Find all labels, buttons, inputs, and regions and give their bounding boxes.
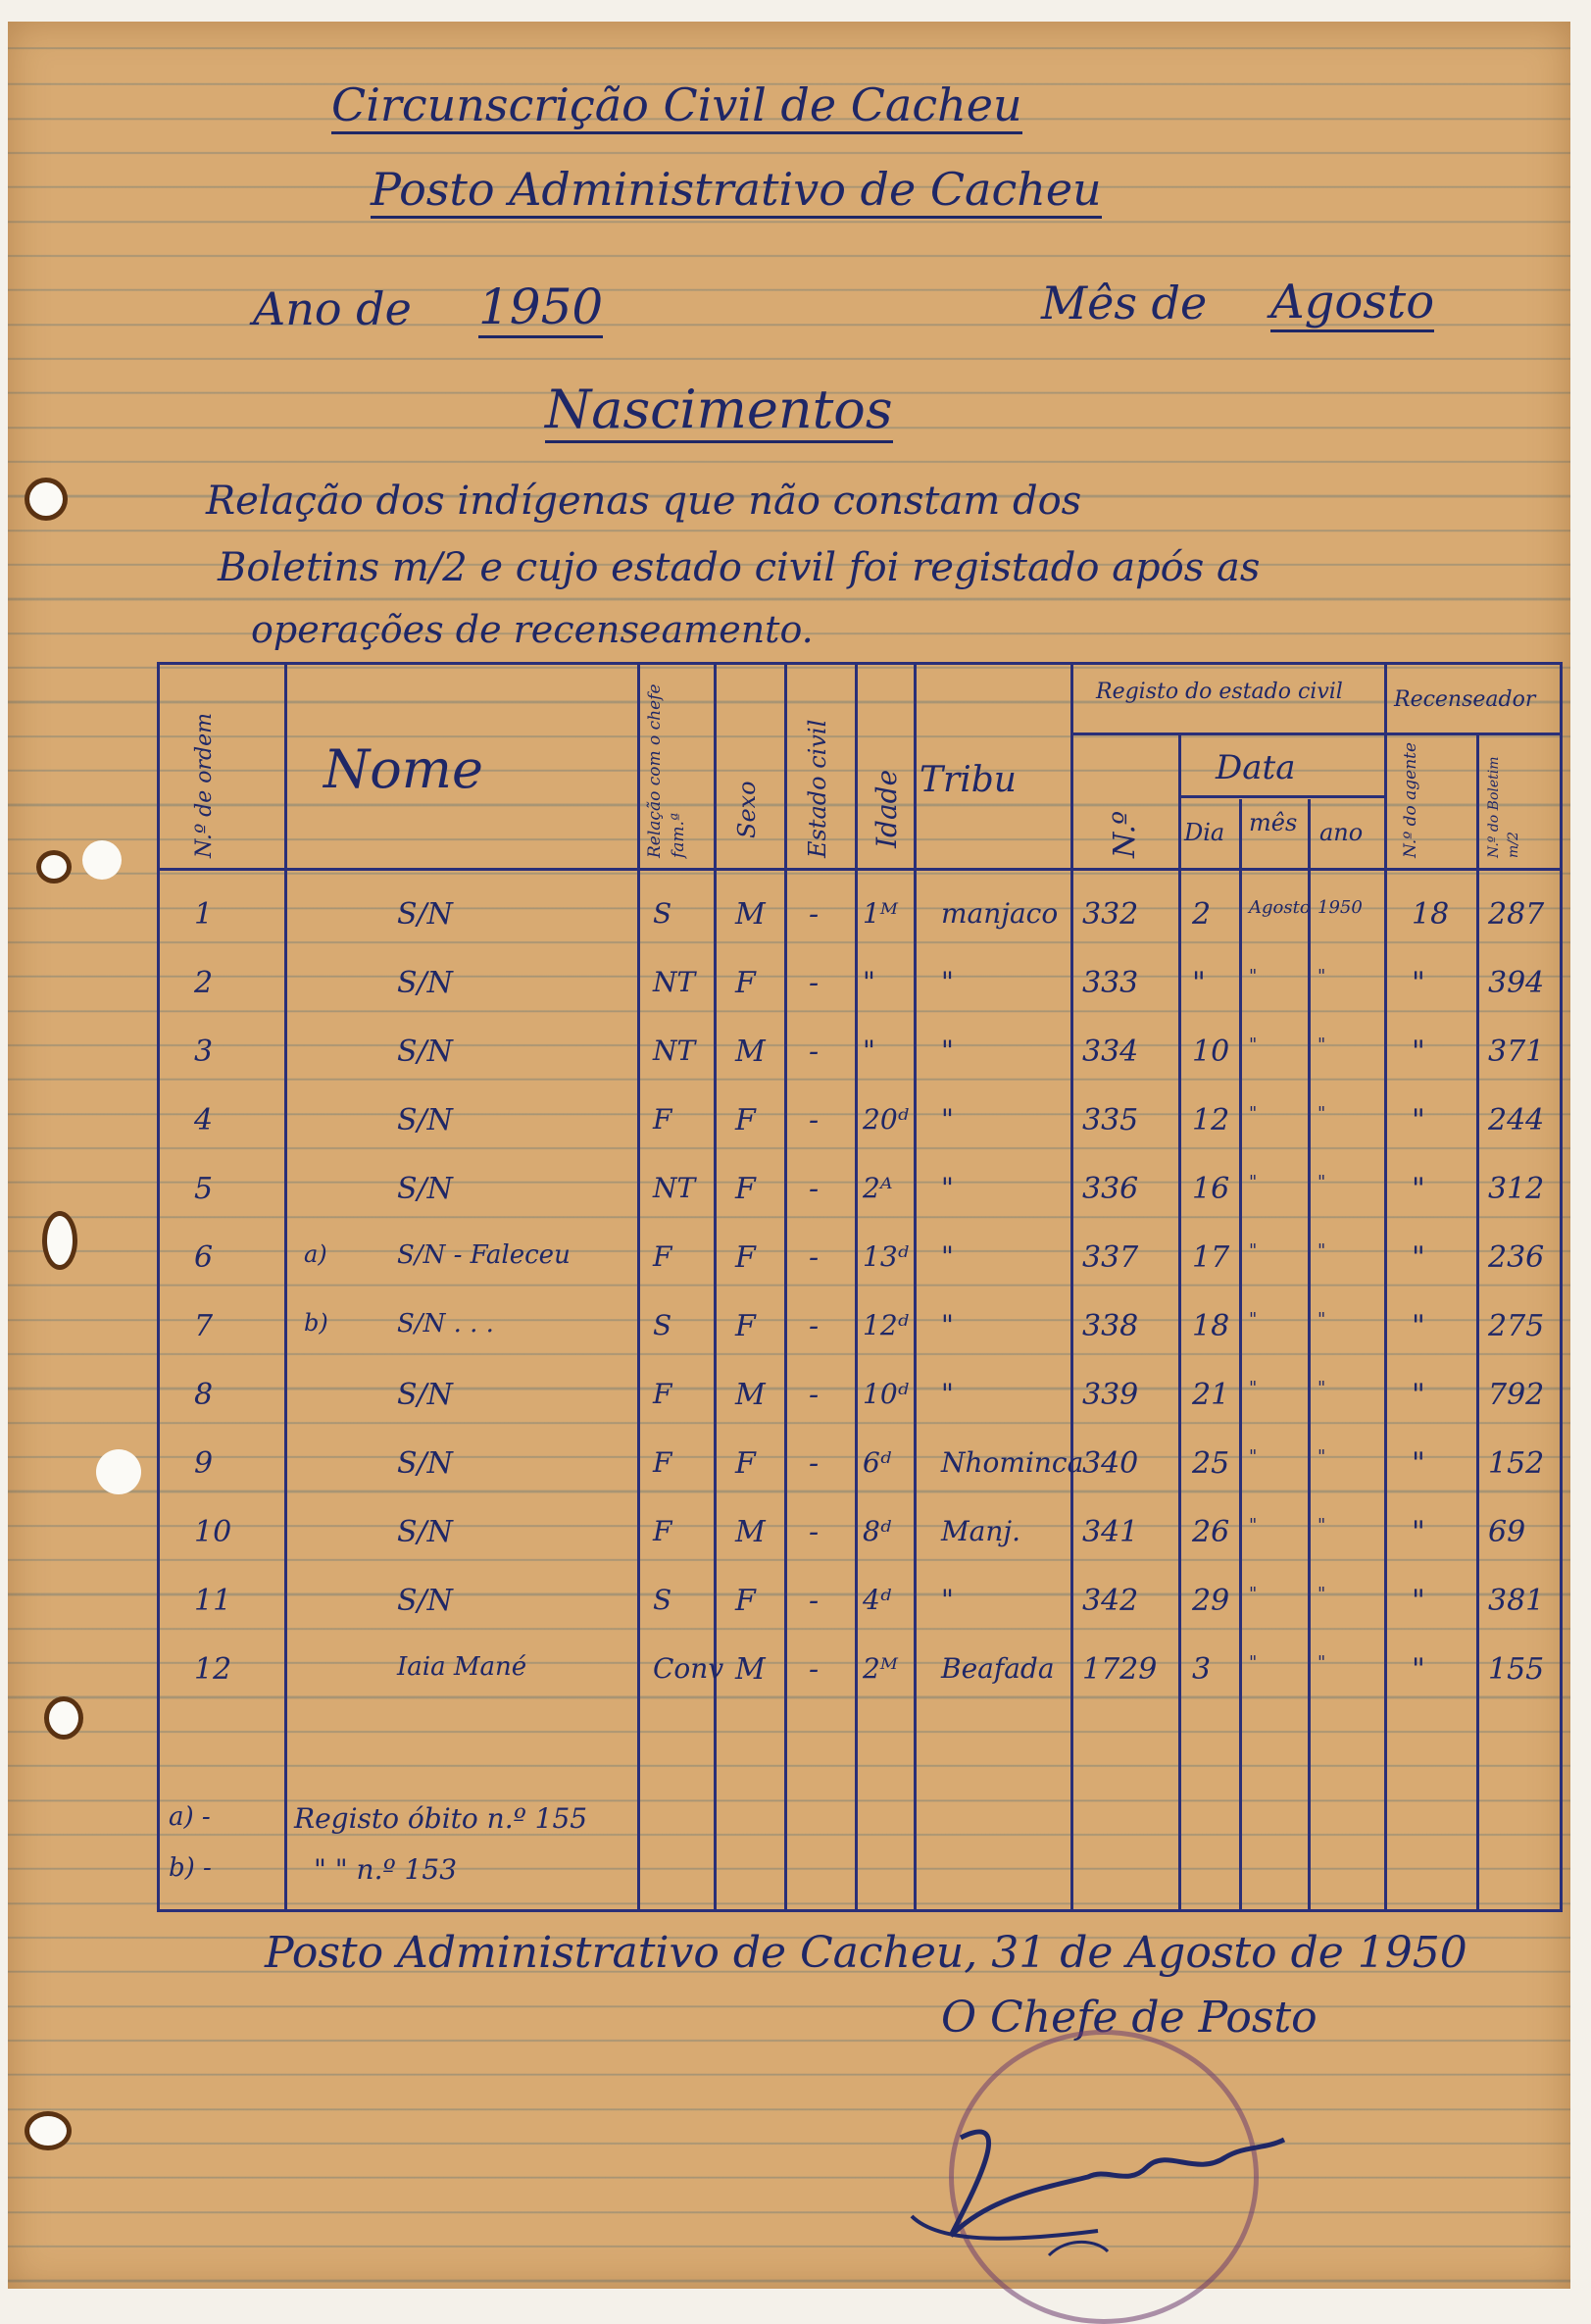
table-border: [157, 662, 1563, 665]
table-border: [914, 662, 917, 1912]
cell-relacao: S: [653, 1309, 672, 1341]
cell-dia: 17: [1192, 1240, 1230, 1275]
cell-sexo: F: [735, 1446, 756, 1481]
note-a-mark: a) -: [169, 1802, 211, 1832]
cell-agente: ": [1412, 1172, 1425, 1206]
cell-agente: ": [1412, 966, 1425, 1000]
cell-relacao: F: [653, 1240, 672, 1273]
cell-mes: ": [1249, 1035, 1258, 1055]
cell-sexo: F: [735, 1584, 756, 1618]
cell-tribu: Beafada: [941, 1652, 1055, 1685]
cell-idade: 10ᵈ: [863, 1378, 909, 1410]
cell-idade: 20ᵈ: [863, 1103, 909, 1136]
table-border: [637, 662, 640, 1912]
cell-tribu: ": [941, 1240, 954, 1273]
col-recenseador-header: Recenseador: [1394, 687, 1536, 712]
cell-nome: S/N: [397, 966, 453, 1000]
cell-nome: S/N - Faleceu: [397, 1240, 571, 1270]
col-tribu-header: Tribu: [920, 760, 1017, 800]
ano-value: 1950: [478, 278, 603, 338]
cell-numero: 333: [1082, 966, 1139, 1000]
cell-nome: S/N: [397, 1584, 453, 1618]
cell-estado: -: [809, 966, 820, 1000]
cell-ano: ": [1318, 1515, 1326, 1536]
cell-mes: ": [1249, 1172, 1258, 1192]
cell-relacao: F: [653, 1446, 672, 1479]
cell-boletim: 371: [1488, 1035, 1545, 1069]
cell-ordem: 8: [194, 1378, 214, 1412]
cell-sexo: F: [735, 1240, 756, 1275]
cell-agente: ": [1412, 1240, 1425, 1275]
cell-estado: -: [809, 1035, 820, 1069]
cell-dia: 12: [1192, 1103, 1230, 1137]
cell-relacao: F: [653, 1103, 672, 1136]
cell-dia: 16: [1192, 1172, 1230, 1206]
cell-boletim: 236: [1488, 1240, 1545, 1275]
ano-label: Ano de: [253, 282, 412, 335]
col-ordem-header: N.º de ordem: [192, 713, 217, 858]
cell-idade: 6ᵈ: [863, 1446, 892, 1479]
table-border: [1476, 735, 1479, 1912]
punch-hole: [29, 482, 63, 516]
cell-agente: ": [1412, 1103, 1425, 1137]
cell-ordem: 2: [194, 966, 214, 1000]
cell-dia: 26: [1192, 1515, 1230, 1549]
cell-sexo: F: [735, 1103, 756, 1137]
mes-value: Agosto: [1270, 275, 1434, 332]
cell-estado: -: [809, 1172, 820, 1206]
cell-agente: ": [1412, 1652, 1425, 1687]
cell-idade: 12ᵈ: [863, 1309, 909, 1341]
cell-numero: 1729: [1082, 1652, 1158, 1687]
cell-mes: ": [1249, 1240, 1258, 1261]
cell-dia: ": [1192, 966, 1206, 1000]
cell-nome: S/N . . .: [397, 1309, 494, 1339]
cell-relacao: S: [653, 1584, 672, 1616]
cell-mes: Agosto: [1249, 897, 1311, 918]
cell-boletim: 381: [1488, 1584, 1545, 1618]
cell-tribu: ": [941, 1172, 954, 1204]
cell-agente: ": [1412, 1378, 1425, 1412]
cell-dia: 10: [1192, 1035, 1230, 1069]
cell-idade: 2ᴹ: [863, 1652, 898, 1685]
cell-boletim: 244: [1488, 1103, 1545, 1137]
cell-agente: ": [1412, 1309, 1425, 1343]
cell-ano: ": [1318, 1103, 1326, 1124]
cell-dia: 29: [1192, 1584, 1230, 1618]
cell-dia: 25: [1192, 1446, 1230, 1481]
col-numero-header: N.º: [1108, 811, 1142, 858]
col-agente-header: N.º do agente: [1401, 741, 1420, 858]
cell-ano: ": [1318, 1035, 1326, 1055]
table-border: [157, 1909, 1563, 1912]
cell-nome: S/N: [397, 1515, 453, 1549]
cell-ano: ": [1318, 1584, 1326, 1604]
cell-tribu: Manj.: [941, 1515, 1020, 1547]
col-mes-header: mês: [1249, 809, 1298, 836]
circunscricao-heading: Circunscrição Civil de Cacheu: [331, 78, 1022, 134]
cell-dia: 3: [1192, 1652, 1212, 1687]
cell-idade: 4ᵈ: [863, 1584, 892, 1616]
table-border: [714, 662, 717, 1912]
cell-ano: ": [1318, 966, 1326, 986]
table-border: [1560, 662, 1563, 1912]
table-border: [1384, 662, 1387, 1912]
col-registo-header: Registo do estado civil: [1096, 680, 1343, 704]
table-border: [1239, 799, 1242, 1912]
cell-tribu: ": [941, 1378, 954, 1410]
table-border: [1178, 795, 1384, 798]
cell-agente: ": [1412, 1515, 1425, 1549]
col-nome-header: Nome: [323, 738, 483, 800]
punch-hole: [96, 1449, 141, 1494]
cell-idade: ": [863, 1035, 875, 1067]
cell-numero: 337: [1082, 1240, 1139, 1275]
cell-idade: 13ᵈ: [863, 1240, 909, 1273]
nascimentos-table: [157, 662, 1563, 1912]
cell-mes: ": [1249, 1446, 1258, 1467]
cell-nome: S/N: [397, 1035, 453, 1069]
col-estado-civil-header: Estado civil: [804, 719, 831, 858]
table-border: [1070, 662, 1073, 1912]
description-line-2: Boletins m/2 e cujo estado civil foi registado após as: [218, 545, 1261, 590]
cell-agente: 18: [1412, 897, 1450, 932]
cell-ano: ": [1318, 1446, 1326, 1467]
cell-ano: ": [1318, 1172, 1326, 1192]
col-dia-header: Dia: [1184, 819, 1225, 846]
cell-mes: ": [1249, 1103, 1258, 1124]
cell-numero: 332: [1082, 897, 1139, 932]
cell-ano: ": [1318, 1240, 1326, 1261]
cell-ordem: 3: [194, 1035, 214, 1069]
cell-estado: -: [809, 897, 820, 932]
cell-boletim: 792: [1488, 1378, 1545, 1412]
punch-hole: [41, 855, 67, 879]
cell-numero: 336: [1082, 1172, 1139, 1206]
col-sexo-header: Sexo: [733, 781, 761, 838]
cell-dia: 18: [1192, 1309, 1230, 1343]
cell-sexo: M: [735, 897, 766, 932]
signatory-role: O Chefe de Posto: [941, 1993, 1318, 2043]
cell-mes: ": [1249, 1378, 1258, 1398]
cell-ano: ": [1318, 1378, 1326, 1398]
cell-idade: 1ᴹ: [863, 897, 898, 930]
cell-tribu: ": [941, 1103, 954, 1136]
cell-tribu: manjaco: [941, 897, 1059, 930]
note-b-text: " " n.º 153: [314, 1853, 458, 1886]
cell-sexo: F: [735, 1309, 756, 1343]
cell-relacao: F: [653, 1515, 672, 1547]
description-line-1: Relação dos indígenas que não constam dos: [206, 479, 1082, 524]
table-border: [157, 662, 160, 1912]
cell-numero: 341: [1082, 1515, 1139, 1549]
table-border: [157, 868, 1563, 871]
cell-ordem: 7: [194, 1309, 214, 1343]
cell-sexo: F: [735, 966, 756, 1000]
cell-estado: -: [809, 1378, 820, 1412]
col-idade-header: Idade: [870, 769, 903, 848]
cell-nome: S/N: [397, 1446, 453, 1481]
cell-sexo: M: [735, 1652, 766, 1687]
cell-estado: -: [809, 1515, 820, 1549]
cell-estado: -: [809, 1446, 820, 1481]
punch-hole: [29, 2116, 67, 2146]
cell-relacao: NT: [653, 1172, 696, 1204]
cell-numero: 338: [1082, 1309, 1139, 1343]
note-b-mark: b) -: [169, 1853, 212, 1883]
table-border: [784, 662, 787, 1912]
cell-numero: 335: [1082, 1103, 1139, 1137]
cell-ordem: 12: [194, 1652, 232, 1687]
cell-idade: ": [863, 966, 875, 998]
cell-tribu: ": [941, 1584, 954, 1616]
cell-dia: 21: [1192, 1378, 1230, 1412]
cell-nome: Iaia Mané: [397, 1652, 527, 1682]
punch-hole: [49, 1701, 78, 1735]
cell-ordem: 4: [194, 1103, 214, 1137]
cell-sexo: F: [735, 1172, 756, 1206]
cell-agente: ": [1412, 1584, 1425, 1618]
cell-mes: ": [1249, 1584, 1258, 1604]
cell-ordem: 5: [194, 1172, 214, 1206]
cell-ordem: 6: [194, 1240, 214, 1275]
cell-agente: ": [1412, 1035, 1425, 1069]
cell-mark: a): [304, 1240, 327, 1268]
cell-mes: ": [1249, 1515, 1258, 1536]
note-a-text: Registo óbito n.º 155: [294, 1802, 588, 1835]
table-border: [1070, 733, 1563, 735]
cell-boletim: 152: [1488, 1446, 1545, 1481]
col-boletim-header: N.º do Boletim m/2: [1486, 756, 1521, 858]
cell-nome: S/N: [397, 1172, 453, 1206]
cell-sexo: M: [735, 1515, 766, 1549]
cell-mark: b): [304, 1309, 328, 1337]
table-border: [855, 662, 858, 1912]
punch-hole: [82, 840, 122, 880]
cell-estado: -: [809, 1584, 820, 1618]
cell-mes: ": [1249, 1309, 1258, 1330]
cell-ordem: 9: [194, 1446, 214, 1481]
cell-ano: ": [1318, 1652, 1326, 1673]
cell-mes: ": [1249, 966, 1258, 986]
posto-heading: Posto Administrativo de Cacheu: [371, 163, 1102, 219]
cell-mes: ": [1249, 1652, 1258, 1673]
cell-boletim: 312: [1488, 1172, 1545, 1206]
cell-idade: 2ᴬ: [863, 1172, 893, 1204]
table-border: [284, 662, 287, 1912]
cell-tribu: ": [941, 1035, 954, 1067]
cell-ano: 1950: [1318, 897, 1363, 918]
cell-idade: 8ᵈ: [863, 1515, 892, 1547]
cell-ano: ": [1318, 1309, 1326, 1330]
cell-estado: -: [809, 1652, 820, 1687]
table-border: [1178, 735, 1181, 1912]
cell-ordem: 1: [194, 897, 214, 932]
cell-tribu: ": [941, 966, 954, 998]
cell-nome: S/N: [397, 1103, 453, 1137]
cell-sexo: M: [735, 1035, 766, 1069]
cell-boletim: 287: [1488, 897, 1545, 932]
cell-boletim: 69: [1488, 1515, 1526, 1549]
cell-estado: -: [809, 1103, 820, 1137]
cell-numero: 340: [1082, 1446, 1139, 1481]
cell-relacao: F: [653, 1378, 672, 1410]
cell-nome: S/N: [397, 897, 453, 932]
cell-relacao: Conv: [653, 1652, 724, 1685]
col-data-header: Data: [1216, 748, 1296, 787]
cell-ordem: 11: [194, 1584, 232, 1618]
punch-hole: [47, 1216, 73, 1265]
document-title: Nascimentos: [545, 379, 893, 443]
cell-ordem: 10: [194, 1515, 232, 1549]
cell-relacao: NT: [653, 966, 696, 998]
col-relacao-header: Relação com o chefe fam.ª: [645, 683, 688, 858]
cell-numero: 334: [1082, 1035, 1139, 1069]
cell-sexo: M: [735, 1378, 766, 1412]
cell-tribu: ": [941, 1309, 954, 1341]
cell-dia: 2: [1192, 897, 1212, 932]
cell-boletim: 394: [1488, 966, 1545, 1000]
cell-tribu: Nhominca: [941, 1446, 1084, 1479]
cell-boletim: 275: [1488, 1309, 1545, 1343]
col-ano-header: ano: [1319, 819, 1364, 846]
cell-estado: -: [809, 1240, 820, 1275]
signature-mark: [902, 2069, 1294, 2265]
cell-agente: ": [1412, 1446, 1425, 1481]
cell-numero: 342: [1082, 1584, 1139, 1618]
cell-numero: 339: [1082, 1378, 1139, 1412]
cell-boletim: 155: [1488, 1652, 1545, 1687]
cell-estado: -: [809, 1309, 820, 1343]
description-line-3: operações de recenseamento.: [251, 608, 814, 651]
cell-relacao: NT: [653, 1035, 696, 1067]
cell-relacao: S: [653, 897, 672, 930]
mes-label: Mês de: [1041, 277, 1208, 329]
cell-nome: S/N: [397, 1378, 453, 1412]
table-border: [1308, 799, 1311, 1912]
place-date-line: Posto Administrativo de Cacheu, 31 de Agosto de 1950: [265, 1928, 1467, 1978]
